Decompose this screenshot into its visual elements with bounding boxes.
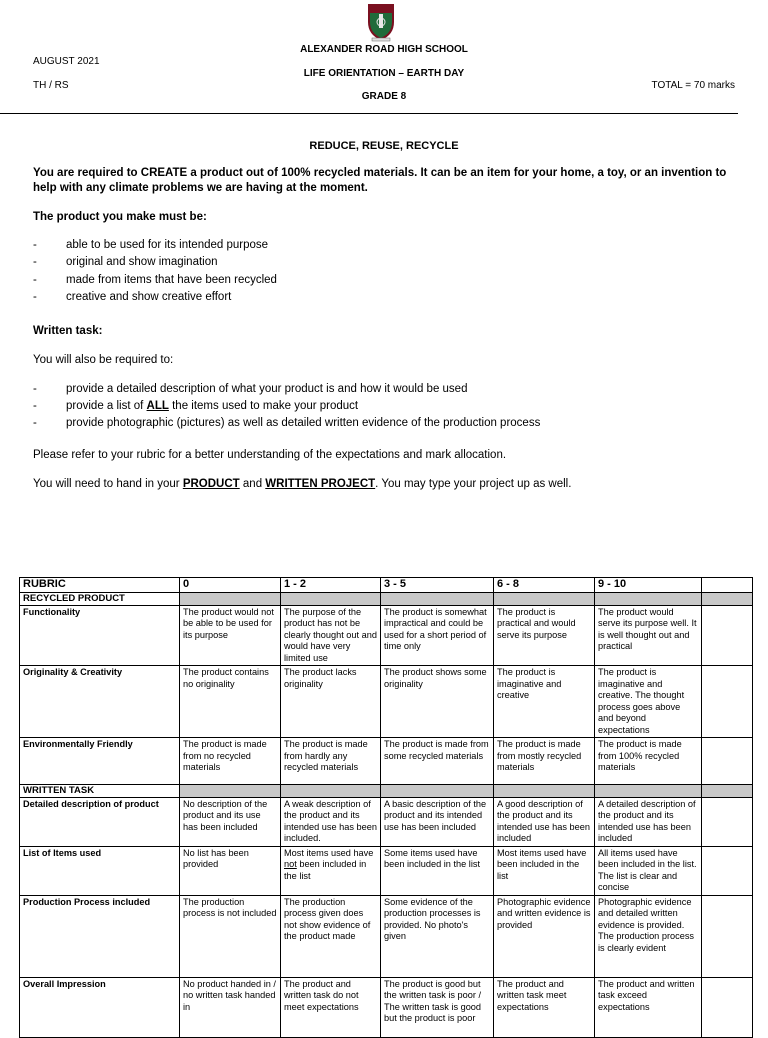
rubric-cell: The product is made from 100% recycled materials xyxy=(595,738,702,785)
grade-label: GRADE 8 xyxy=(361,91,407,102)
rubric-cell: Photographic evidence and detailed written evidence is provided. The production process is clearly evident xyxy=(595,895,702,977)
rubric-cell: The production process given does not show evidence of the product made xyxy=(281,895,381,977)
rubric-cell: A good description of the product and its intended use has been included xyxy=(494,797,595,846)
header-date: AUGUST 2021 xyxy=(33,56,100,67)
table-row xyxy=(20,797,753,846)
mark-cell xyxy=(702,846,753,895)
rubric-cell: The product is made from hardly any recycled materials xyxy=(281,738,381,785)
mark-cell xyxy=(702,797,753,846)
rubric-cell: No product handed in / no written task handed in xyxy=(180,977,281,1037)
written-heading: Written task: xyxy=(33,325,103,337)
rubric-cell: A weak description of the product and its intended use has been included. xyxy=(281,797,381,846)
rubric-cell: No list has been provided xyxy=(180,846,281,895)
bullet-dash: - xyxy=(33,400,37,412)
subject-title: LIFE ORIENTATION – EARTH DAY xyxy=(303,68,465,79)
rubric-cell: The product and written task meet expectations xyxy=(494,977,595,1037)
rubric-header-cell: 3 - 5 xyxy=(381,578,494,593)
rubric-cell: The product and written task do not meet expectations xyxy=(281,977,381,1037)
criterion-cell: Environmentally Friendly xyxy=(20,738,180,785)
mark-cell xyxy=(702,977,753,1037)
mark-cell xyxy=(702,895,753,977)
rubric-header-cell: RUBRIC xyxy=(20,578,180,593)
school-name: ALEXANDER ROAD HIGH SCHOOL xyxy=(300,44,468,55)
handin-text: You will need to hand in your PRODUCT and WRITTEN PROJECT. You may type your project up as well. xyxy=(33,478,572,490)
rubric-cell: The product is made from mostly recycled materials xyxy=(494,738,595,785)
rubric-cell: The product is practical and would serve its purpose xyxy=(494,605,595,666)
criterion-cell: Detailed description of product xyxy=(20,797,180,846)
header-initials: TH / RS xyxy=(33,80,69,91)
product-bullet-4: creative and show creative effort xyxy=(66,291,232,303)
rubric-section-row xyxy=(20,593,753,606)
rubric-cell: The product and written task exceed expectations xyxy=(595,977,702,1037)
table-row xyxy=(20,666,753,738)
rubric-header-cell xyxy=(702,578,753,593)
rubric-cell: Some evidence of the production processes is provided. No photo's given xyxy=(381,895,494,977)
written-bullet-1: provide a detailed description of what your product is and how it would be used xyxy=(66,383,468,395)
table-row xyxy=(20,738,753,785)
table-row xyxy=(20,977,753,1037)
rubric-cell: The product is good but the written task is poor / The written task is good but the product is poor xyxy=(381,977,494,1037)
rubric-cell: A detailed description of the product and its intended use has been included xyxy=(595,797,702,846)
rubric-header-cell: 0 xyxy=(180,578,281,593)
product-bullet-2: original and show imagination xyxy=(66,256,218,268)
rubric-cell: The production process is not included xyxy=(180,895,281,977)
criterion-cell: Overall Impression xyxy=(20,977,180,1037)
rubric-header-cell: 6 - 8 xyxy=(494,578,595,593)
intro-text: You are required to CREATE a product out of 100% recycled materials. It can be an item for your home, a toy, or an invention to help with any climate problems we are having at the moment. xyxy=(33,167,727,194)
rubric-cell: Most items used have not been included in the list xyxy=(281,846,381,895)
rubric-cell: The product would serve its purpose well. It is well thought out and practical xyxy=(595,605,702,666)
rubric-cell: Most items used have been included in the list xyxy=(494,846,595,895)
bullet-dash: - xyxy=(33,383,37,395)
rubric-cell: All items used have been included in the list. The list is clear and concise xyxy=(595,846,702,895)
rubric-cell: The product would not be able to be used for its purpose xyxy=(180,605,281,666)
mark-cell xyxy=(702,605,753,666)
mark-cell xyxy=(702,666,753,738)
rubric-cell: The product is made from some recycled materials xyxy=(381,738,494,785)
rubric-cell: The product is imaginative and creative. The thought process goes above and beyond expectations xyxy=(595,666,702,738)
rubric-header-cell: 1 - 2 xyxy=(281,578,381,593)
rubric-header-cell: 9 - 10 xyxy=(595,578,702,593)
written-bullet-3: provide photographic (pictures) as well as detailed written evidence of the production process xyxy=(66,417,541,429)
rubric-cell: The product contains no originality xyxy=(180,666,281,738)
bullet-dash: - xyxy=(33,239,37,251)
criterion-cell: Originality & Creativity xyxy=(20,666,180,738)
rubric-cell: The product is made from no recycled materials xyxy=(180,738,281,785)
section-label: RECYCLED PRODUCT xyxy=(20,593,180,606)
bullet-dash: - xyxy=(33,291,37,303)
rubric-cell: The purpose of the product has not be clearly thought out and would have very limited use xyxy=(281,605,381,666)
written-bullet-2: provide a list of ALL the items used to make your product xyxy=(66,400,359,412)
bullet-dash: - xyxy=(33,256,37,268)
rubric-table xyxy=(19,577,753,1038)
rubric-section-row xyxy=(20,785,753,798)
criterion-cell: List of Items used xyxy=(20,846,180,895)
page-title: REDUCE, REUSE, RECYCLE xyxy=(309,140,459,152)
bullet-dash: - xyxy=(33,274,37,286)
rubric-cell: The product shows some originality xyxy=(381,666,494,738)
table-row xyxy=(20,846,753,895)
rubric-cell: Photographic evidence and written evidence is provided xyxy=(494,895,595,977)
rubric-cell: A basic description of the product and its intended use has been included xyxy=(381,797,494,846)
written-intro: You will also be required to: xyxy=(33,354,174,366)
section-label: WRITTEN TASK xyxy=(20,785,180,798)
product-heading: The product you make must be: xyxy=(33,211,207,223)
product-bullet-1: able to be used for its intended purpose xyxy=(66,239,269,251)
school-crest-icon xyxy=(366,2,396,42)
rubric-cell: Some items used have been included in the list xyxy=(381,846,494,895)
rubric-header-row xyxy=(20,578,753,593)
mark-cell xyxy=(702,738,753,785)
rubric-cell: The product is somewhat impractical and could be used for a short period of time only xyxy=(381,605,494,666)
criterion-cell: Functionality xyxy=(20,605,180,666)
criterion-cell: Production Process included xyxy=(20,895,180,977)
rubric-cell: The product is imaginative and creative xyxy=(494,666,595,738)
header-divider xyxy=(0,113,738,114)
table-row xyxy=(20,895,753,977)
rubric-cell: No description of the product and its use has been included xyxy=(180,797,281,846)
product-bullet-3: made from items that have been recycled xyxy=(66,274,277,286)
refer-text: Please refer to your rubric for a better understanding of the expectations and mark allocation. xyxy=(33,449,507,461)
rubric-cell: The product lacks originality xyxy=(281,666,381,738)
bullet-dash: - xyxy=(33,417,37,429)
total-marks: TOTAL = 70 marks xyxy=(651,80,735,91)
table-row xyxy=(20,605,753,666)
